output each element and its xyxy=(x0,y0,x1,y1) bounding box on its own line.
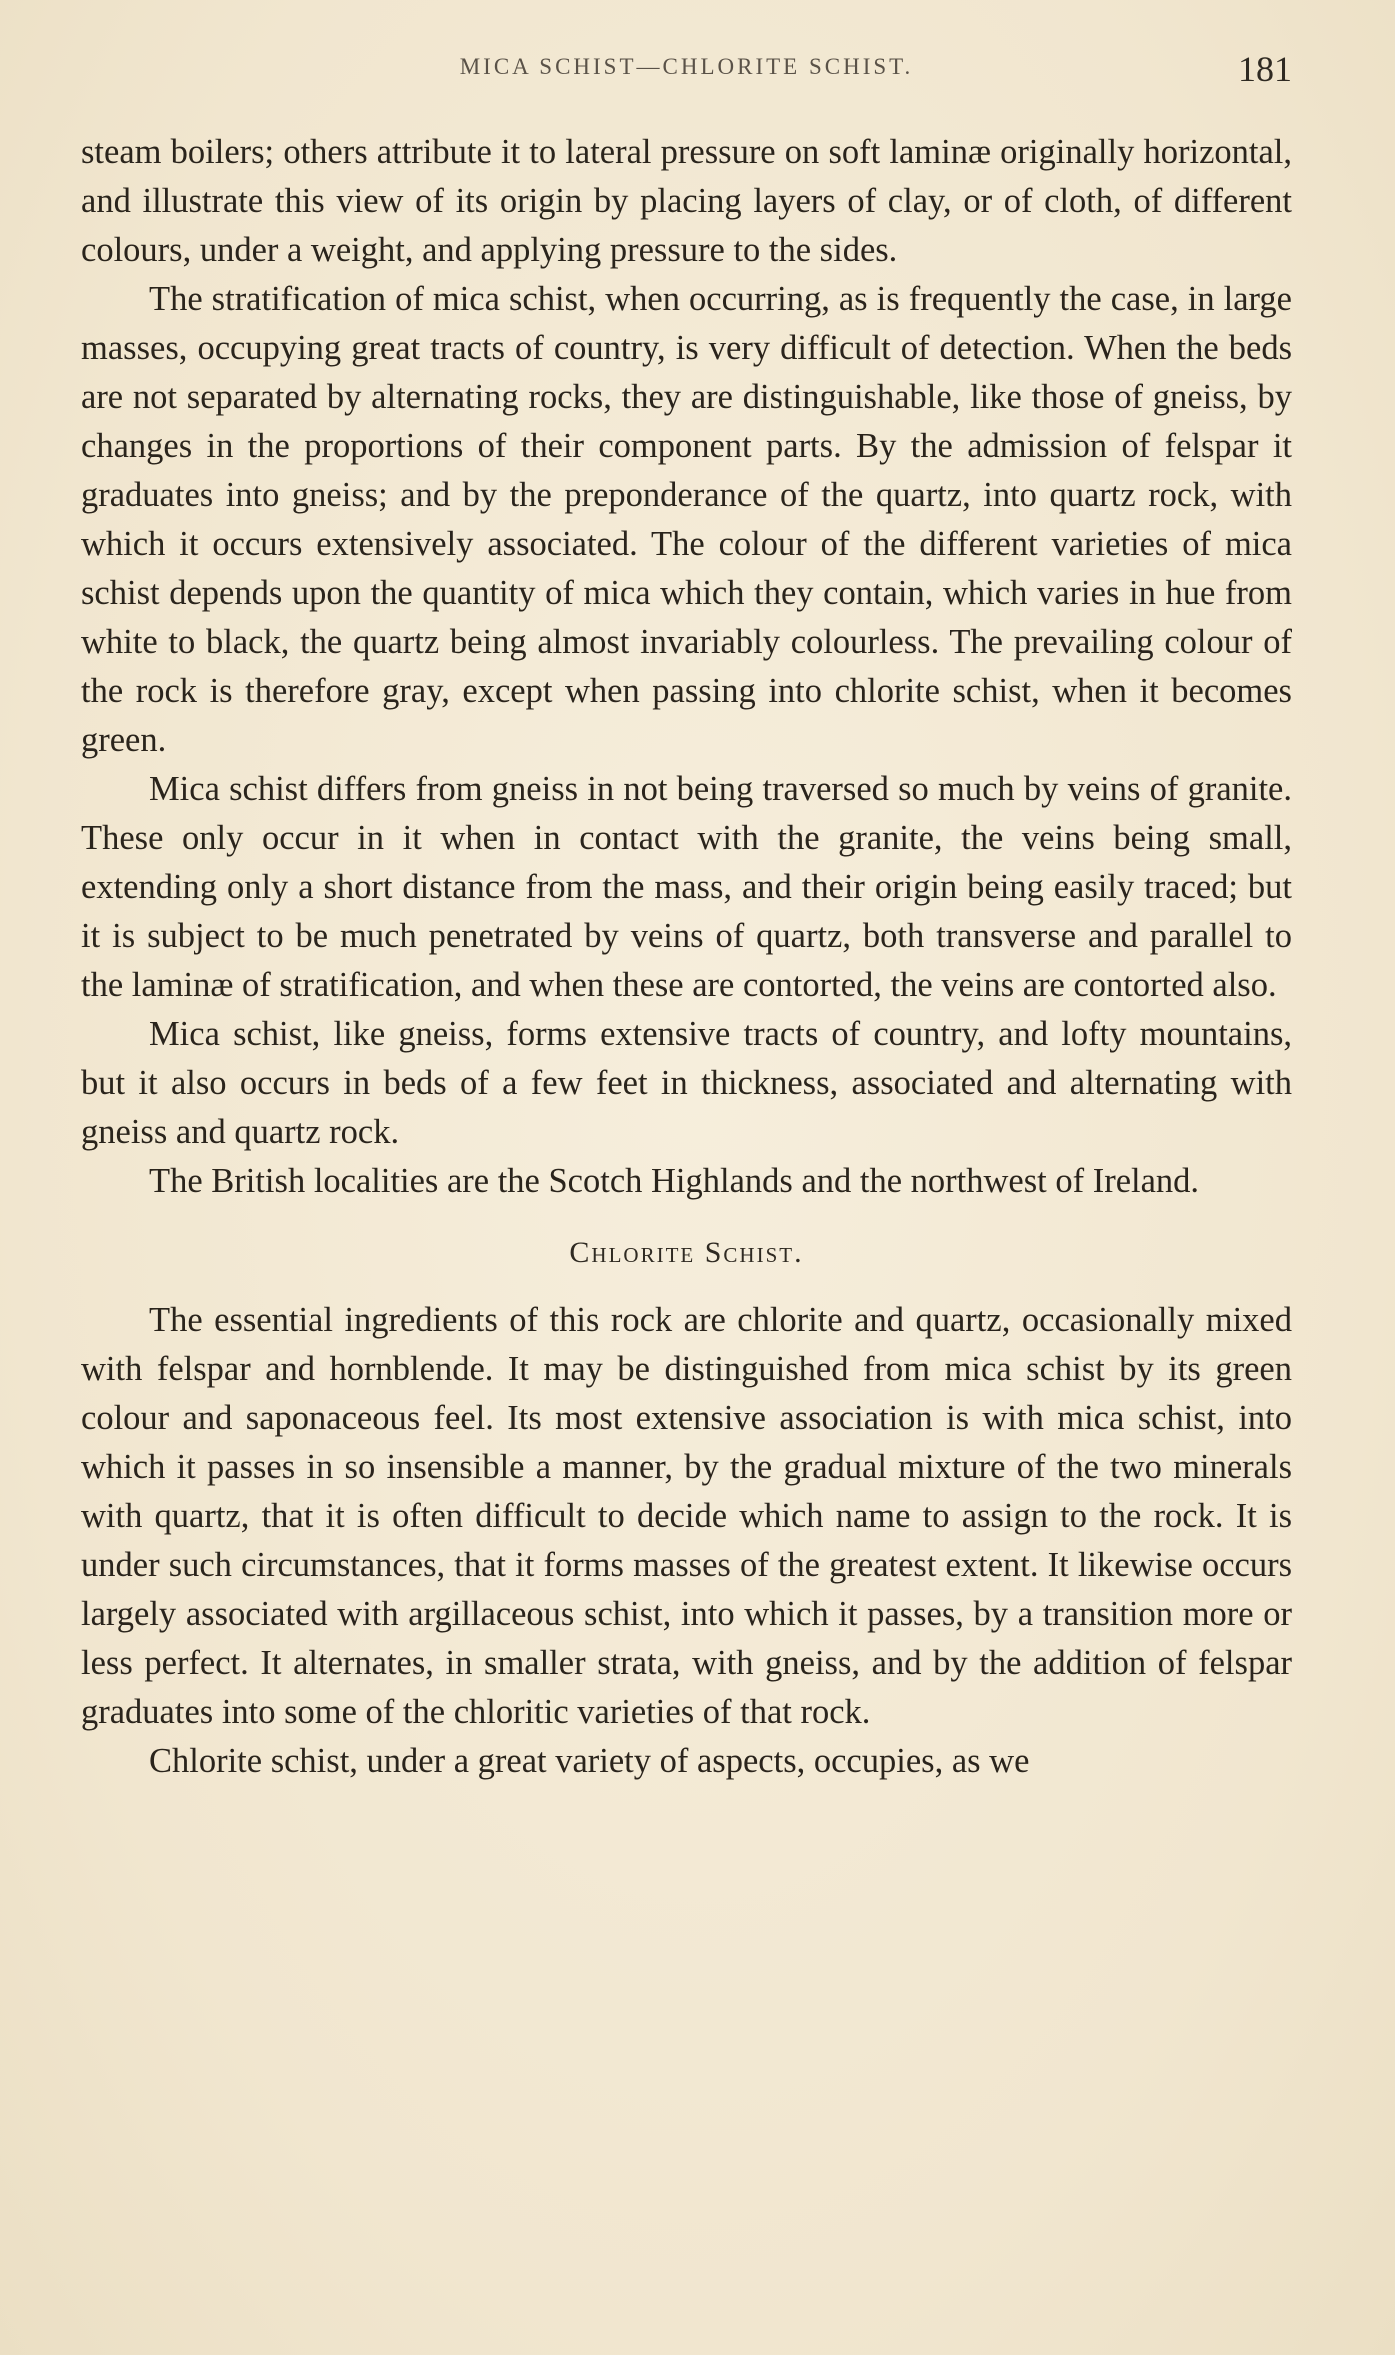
paragraph-veins: Mica schist differs from gneiss in not being traversed so much by veins of granite. These only occur in it when in contact with the granite, the veins being small, extending only a short distance from the mass, and their origin being easily traced; but it is subject to be much penetrated by veins of quartz, both transverse and parallel to the laminæ of stratification, and when these are contorted, the veins are contorted also. xyxy=(81,770,1292,1004)
paragraph-extensive-tracts: Mica schist, like gneiss, forms extensive tracts of country, and lofty mountains, but it also occurs in beds of a few feet in thickness, associated and alternating with gneiss and quartz rock. xyxy=(81,1015,1292,1151)
page-number: 181 xyxy=(1238,49,1292,89)
paragraph-stratification: The stratification of mica schist, when occurring, as is frequently the case, in large masses, occupying great tracts of country, is very difficult of detection. When the beds are not separated by alternating rocks, they are distinguishable, like those of gneiss, by changes in the proportions of their component parts. By the admission of felspar it graduates into gneiss; and by the preponderance of the quartz, into quartz rock, with which it occurs extensively associated. The colour of the different varieties of mica schist depends upon the quantity of mica which they contain, which varies in hue from white to black, the quartz being almost invariably colourless. The prevailing colour of the rock is therefore gray, except when passing into chlorite schist, when it becomes green. xyxy=(81,280,1292,759)
paragraph-chlorite-aspects: Chlorite schist, under a great variety of aspects, occupies, as we xyxy=(149,1742,1030,1780)
section-heading: Chlorite Schist. xyxy=(569,1236,804,1269)
paragraph-essential-ingredients: The essential ingredients of this rock are chlorite and quartz, occasionally mixed with felspar and hornblende. It may be distinguished from mica schist by its green colour and saponaceous feel. Its most extensive association is with mica schist, into which it passes in so insensible a manner, by the gradual mixture of the two minerals with quartz, that it is often difficult to decide which name to assign to the rock. It is under such circumstances, that it forms masses of the greatest extent. It likewise occurs largely associated with argillaceous schist, into which it passes, by a transition more or less perfect. It alternates, in smaller strata, with gneiss, and by the addition of felspar graduates into some of the chloritic varieties of that rock. xyxy=(81,1301,1292,1731)
body-text xyxy=(81,128,1292,1786)
running-head xyxy=(81,48,1292,94)
paragraph-british-localities: The British localities are the Scotch Highlands and the northwest of Ireland. xyxy=(149,1162,1200,1200)
running-title: MICA SCHIST—CHLORITE SCHIST. xyxy=(459,54,914,79)
paragraph-steam-boilers: steam boilers; others attribute it to lateral pressure on soft laminæ originally horizontal, and illustrate this view of its origin by placing layers of clay, or of cloth, of different colours, under a weight, and applying pressure to the sides. xyxy=(81,133,1292,269)
